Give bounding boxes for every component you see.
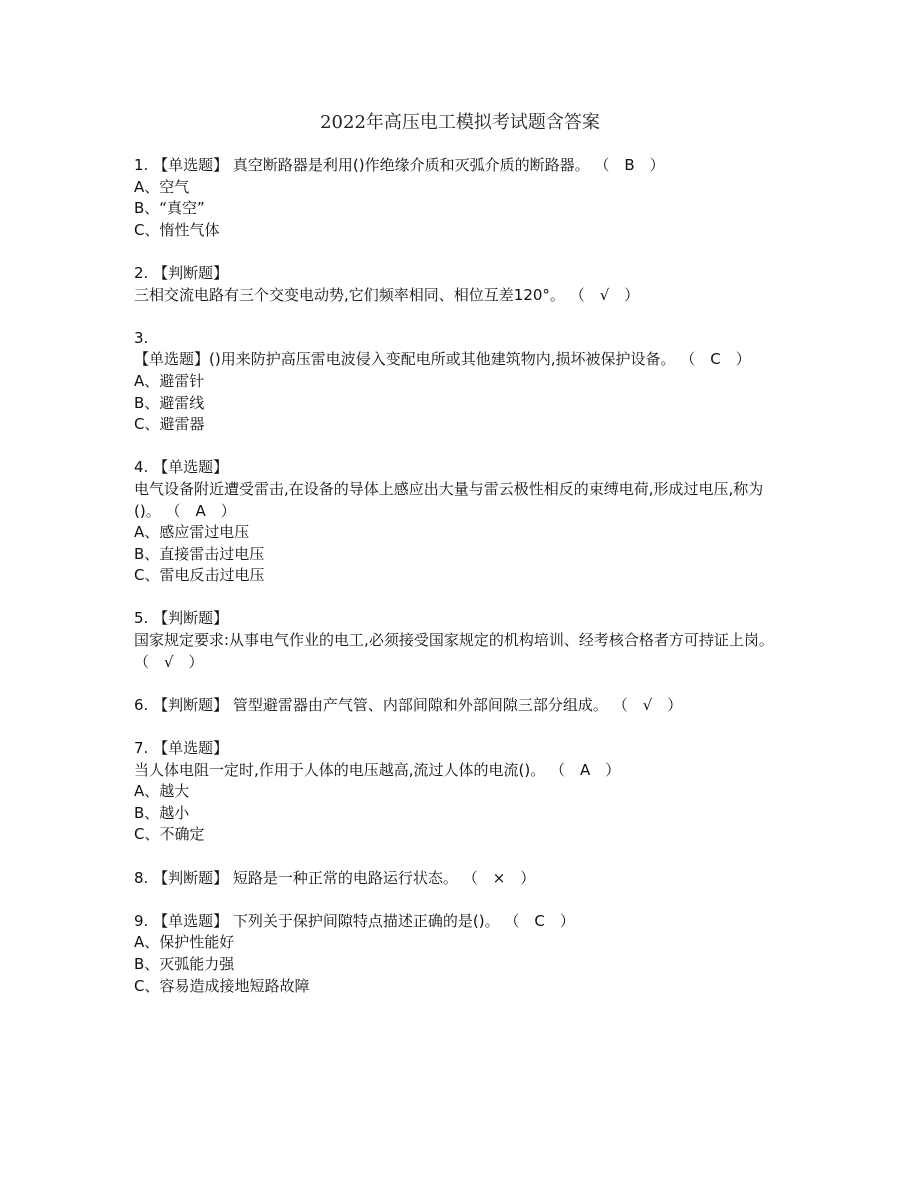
question-type: 【单选题】 [153, 458, 229, 477]
question-list [134, 155, 789, 1019]
question-8 [134, 868, 789, 890]
answer: （ C ） [680, 350, 751, 369]
option-a: A、避雷针 [134, 371, 205, 390]
question-number: 7. [134, 739, 149, 758]
question-type: 【判断题】 [153, 609, 229, 628]
question-2 [134, 263, 789, 306]
question-type: 【单选题】 [153, 911, 229, 930]
option-b: B、越小 [134, 803, 190, 822]
question-stem: ()用来防护高压雷电波侵入变配电所或其他建筑物内,损坏被保护设备。 [209, 350, 676, 369]
question-number: 3. [134, 328, 149, 347]
question-stem: 管型避雷器由产气管、内部间隙和外部间隙三部分组成。 [232, 695, 608, 714]
option-a: A、空气 [134, 177, 190, 196]
option-b: B、直接雷击过电压 [134, 544, 265, 563]
option-c: C、容易造成接地短路故障 [134, 976, 310, 995]
question-number: 5. [134, 609, 149, 628]
option-c: C、不确定 [134, 825, 205, 844]
question-number: 6. [134, 695, 149, 714]
answer: （ √ ） [612, 695, 683, 714]
answer: （ A ） [550, 760, 621, 779]
question-number: 1. [134, 156, 149, 174]
option-a: A、感应雷过电压 [134, 523, 250, 542]
option-b: B、灭弧能力强 [134, 954, 235, 973]
question-number: 4. [134, 458, 149, 477]
option-a: A、保护性能好 [134, 933, 235, 952]
question-9 [134, 911, 789, 997]
option-c: C、雷电反击过电压 [134, 566, 265, 585]
question-number: 9. [134, 911, 149, 930]
answer: （ B ） [594, 156, 665, 174]
answer: （ × ） [462, 868, 536, 887]
question-4 [134, 457, 789, 587]
question-7 [134, 738, 789, 846]
question-number: 8. [134, 868, 149, 887]
question-stem: 三相交流电路有三个交变电动势,它们频率相同、相位互差120°。 [134, 285, 565, 304]
question-type: 【判断题】 [153, 263, 229, 282]
question-type: 【判断题】 [153, 695, 229, 714]
question-stem: 电气设备附近遭受雷击,在设备的导体上感应出大量与雷云极性相反的束缚电荷,形成过电压,称为()。 [134, 479, 764, 520]
answer: （ A ） [165, 501, 236, 520]
question-1 [134, 155, 789, 241]
question-stem: 当人体电阻一定时,作用于人体的电压越高,流过人体的电流()。 [134, 760, 546, 779]
question-type: 【单选题】 [153, 156, 229, 174]
answer: （ C ） [504, 911, 575, 930]
option-c: C、避雷器 [134, 415, 205, 434]
answer: （ √ ） [134, 652, 204, 671]
question-5 [134, 608, 789, 673]
document-title: 2022年高压电工模拟考试题含答案 [320, 112, 600, 133]
option-b: B、“真空” [134, 199, 205, 218]
option-a: A、越大 [134, 782, 190, 801]
question-stem: 下列关于保护间隙特点描述正确的是()。 [232, 911, 500, 930]
option-b: B、避雷线 [134, 393, 205, 412]
option-c: C、惰性气体 [134, 220, 220, 239]
question-number: 2. [134, 263, 149, 282]
question-stem: 短路是一种正常的电路运行状态。 [232, 868, 458, 887]
answer: （ √ ） [569, 285, 640, 304]
question-stem: 真空断路器是利用()作绝缘介质和灭弧介质的断路器。 [232, 156, 590, 174]
question-type: 【单选题】 [134, 350, 210, 369]
question-type: 【单选题】 [153, 739, 229, 758]
question-3 [134, 328, 789, 436]
question-6 [134, 695, 789, 717]
question-type: 【判断题】 [153, 868, 229, 887]
question-stem: 国家规定要求:从事电气作业的电工,必须接受国家规定的机构培训、经考核合格者方可持证上岗。 [134, 631, 774, 650]
